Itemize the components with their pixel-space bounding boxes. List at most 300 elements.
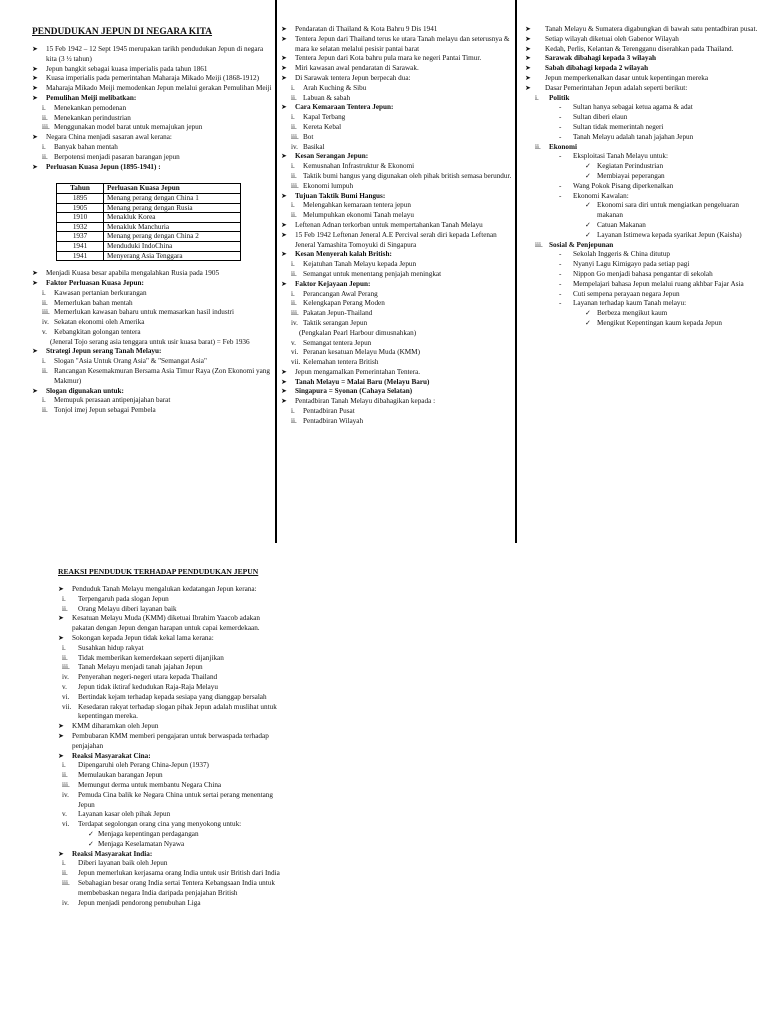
list-marker: - [559,279,562,288]
list-item [281,407,513,417]
column-1-list-b [32,269,272,416]
list-item [525,192,765,202]
list-marker: - [559,122,562,131]
column-2 [281,25,513,427]
table-cell: Menakluk Manchuria [104,222,241,232]
list-item-text: Sabah dibahagi kepada 2 wilayah [545,64,649,73]
list-item-text: Memerlukan kawasan baharu untuk memasarkan hasil industri [54,308,235,317]
list-item [281,211,513,221]
arrow-bullet-icon: ➤ [32,162,39,171]
list-item-text: Arah Kuching & Sibu [303,83,367,92]
check-bullet-icon: ✓ [585,171,592,180]
list-item [525,280,765,290]
list-item-text: Leftenan Adnan terkorban untuk mempertahankan Tanah Melayu [295,220,483,229]
list-item-text: Tanah Melayu menjadi tanah jajahan Jepun [78,663,203,672]
list-marker: ii. [291,93,297,102]
list-item-text: Penyerahan negeri-negeri utara kepada Thailand [78,673,218,682]
table-cell: Menang perang dengan Rusia [104,203,241,213]
list-item [32,143,272,153]
arrow-bullet-icon: ➤ [58,722,65,731]
table-cell: Menang perang dengan China 1 [104,193,241,203]
arrow-bullet-icon: ➤ [281,54,288,63]
list-item-text: Catuan Makanan [597,220,646,229]
list-item-text: Reaksi Masyarakat Cina: [72,751,151,760]
list-item [58,703,280,723]
arrow-bullet-icon: ➤ [32,269,39,278]
list-item-text: Ekonomi sara diri untuk mengiatkan pengeluaran makanan [597,201,739,220]
list-marker: i. [535,93,539,102]
list-marker: - [559,132,562,141]
arrow-bullet-icon: ➤ [32,133,39,142]
list-item-text: Memungut derma untuk membantu Negara China [78,780,222,789]
list-item [32,65,272,75]
list-item [281,270,513,280]
check-bullet-icon: ✓ [585,318,592,327]
list-item [525,25,765,35]
table-row [57,222,241,232]
list-item-text: Faktor Kejayaan Jepun: [295,279,371,288]
list-item [281,290,513,300]
list-item [281,309,513,319]
list-item-text: Bot [303,132,314,141]
arrow-bullet-icon: ➤ [32,74,39,83]
table-cell: 1941 [57,241,104,251]
list-marker: iii. [42,123,50,132]
list-marker: ii. [62,653,68,662]
list-item-text: Sarawak dibahagi kepada 3 wilayah [545,54,657,63]
list-item [281,368,513,378]
column-1 [32,24,272,416]
list-item-text: Jepun menjadi pendorong penubuhan Liga [78,898,201,907]
arrow-bullet-icon: ➤ [58,849,65,858]
list-marker: i. [42,396,46,405]
list-item-text: Kesedaran rakyat terhadap slogan pihak Jepun adalah muslihat untuk kepentingan mereka. [78,702,277,721]
list-item-text: Sebahagian besar orang India sertai Tentera Kebangsaan India untuk membebaskan negara India daripada penjajahan British [78,878,275,897]
arrow-bullet-icon: ➤ [281,64,288,73]
list-item [525,319,765,329]
list-item-text: Tidak memberikan kemerdekaan seperti dijanjikan [78,653,224,662]
arrow-bullet-icon: ➤ [281,25,288,33]
arrow-bullet-icon: ➤ [525,64,532,73]
list-item [525,54,765,64]
list-item [281,162,513,172]
list-item [32,299,272,309]
list-item-text: Nyanyi Lagu Kimigayo pada setiap pagi [573,260,690,269]
list-item [32,94,272,104]
list-item [58,869,280,879]
table-body [57,193,241,260]
list-item-text: Kesan Serangan Jepun: [295,152,369,161]
list-item [58,595,280,605]
table-row [57,232,241,242]
list-item-text: Pemuda Cina balik ke Negara China untuk sertai perang menentang Jepun [78,790,273,809]
list-item-text: Labuan & sabah [303,93,351,102]
check-bullet-icon: ✓ [585,309,592,318]
list-item-text: Banyak bahan mentah [54,142,118,151]
list-marker: iii. [62,663,70,672]
list-item [32,153,272,163]
list-item-text: Jepun mengamalkan Pemerintahan Tentera. [295,367,421,376]
list-marker: - [559,113,562,122]
list-item-text: Memupuk perasaan antipenjajahan barat [54,396,171,405]
list-item-text: Reaksi Masyarakat India: [72,849,153,858]
arrow-bullet-icon: ➤ [281,73,288,82]
list-item [58,693,280,703]
list-marker: ii. [291,171,297,180]
table-header-row [57,184,241,194]
list-item [525,241,765,251]
arrow-bullet-icon: ➤ [32,93,39,102]
list-item [525,260,765,270]
list-item-text: Pendaratan di Thailand & Kota Bahru 9 Dis 1941 [295,25,438,33]
list-item [58,791,280,811]
column-2-list [281,25,513,427]
list-marker: i. [62,643,66,652]
list-item [281,143,513,153]
list-item-text: Tanah Melayu adalah tanah jajahan Jepun [573,132,694,141]
list-marker: ii. [291,299,297,308]
list-item-text: Susahkan hidup rakyat [78,643,144,652]
list-item-text: Membiayai peperangan [597,171,665,180]
arrow-bullet-icon: ➤ [281,191,288,200]
arrow-bullet-icon: ➤ [525,83,532,92]
list-item-text: Taktik bumi hangus yang digunakan oleh pihak british semasa berundur. [303,171,512,180]
list-item [32,396,272,406]
list-item [281,387,513,397]
list-item-text: Politik [549,93,570,102]
list-item [525,172,765,182]
column-3 [525,25,765,329]
list-marker: v. [42,327,47,336]
arrow-bullet-icon: ➤ [281,34,288,43]
list-item-text: Pembubaran KMM memberi pengajaran untuk berwaspada terhadap penjajahan [72,731,269,750]
list-item [525,113,765,123]
arrow-bullet-icon: ➤ [281,220,288,229]
table-cell: Menduduki IndoChina [104,241,241,251]
list-item [58,850,280,860]
list-item-text: Memerlukan bahan mentah [54,298,133,307]
table-header-cell: Perluasan Kuasa Jepun [104,184,241,194]
list-item-text: Cara Kemaraan Tentera Jepun: [295,103,394,112]
list-item-text: Sosial & Penjepunan [549,240,614,249]
list-item [58,830,280,840]
list-item-text: Taktik serangan Jepun [303,318,368,327]
list-item [32,347,272,357]
list-item [281,299,513,309]
list-marker: - [559,269,562,278]
list-item [525,231,765,241]
reaction-section [58,565,280,908]
list-item-text: Pentadbiran Tanah Melayu dibahagikan kepada : [295,397,436,406]
list-item [281,260,513,270]
list-item [32,269,272,279]
list-item-text: Dasar Pemerintahan Jepun adalah seperti berikut: [545,83,688,92]
list-item [281,319,513,329]
arrow-bullet-icon: ➤ [281,103,288,112]
list-item [525,123,765,133]
list-item-text: Tujuan Taktik Bumi Hangus: [295,191,386,200]
list-item [525,270,765,280]
list-marker: i. [291,113,295,122]
list-item-text: Miri kawasan awal pendaratan di Sarawak. [295,64,419,73]
list-marker: i. [42,103,46,112]
list-item [525,133,765,143]
list-item [58,605,280,615]
list-marker: v. [62,682,67,691]
list-item [281,152,513,162]
list-marker: i. [62,594,66,603]
list-item-text: Kelengkapan Perang Moden [303,299,385,308]
table-row [57,193,241,203]
list-item [281,74,513,84]
list-marker: - [559,152,562,161]
list-item-text: Berpotensi menjadi pasaran barangan jepun [54,152,180,161]
list-marker: iii. [62,878,70,887]
list-item-text: Maharaja Mikado Meiji memodenkan Jepun melalui gerakan Pemulihan Meiji [46,84,272,93]
list-item-text: Perluasan Kuasa Jepun (1895-1941) : [46,162,161,171]
list-item-text: (Jeneral Tojo serang asia tenggara untuk usir kuasa barat) = Feb 1936 [50,337,250,346]
list-item [525,84,765,94]
list-item [58,644,280,654]
list-item [32,114,272,124]
list-item-text: Kemusnahan Infrastruktur & Ekonomi [303,162,415,171]
list-item [32,406,272,416]
list-item-text: Rancangan Kesemakmuran Bersama Asia Timur Raya (Zon Ekonomi yang Makmur) [54,367,270,385]
list-item [525,94,765,104]
check-bullet-icon: ✓ [88,839,95,848]
list-marker: ii. [291,416,297,425]
check-bullet-icon: ✓ [585,162,592,171]
arrow-bullet-icon: ➤ [281,397,288,406]
list-item-text: 15 Feb 1942 Leftenan Jeneral A.E Percival serah diri kepada Leftenan Jeneral Yamashita Tomoyuki di Singapura [295,230,497,249]
list-item-text: Kesatuan Melayu Muda (KMM) diketuai Ibrahim Yaacob adakan pakatan dengan Jepun dengan harapan untuk capai kemerdekaan. [72,614,261,633]
list-item [58,820,280,830]
list-marker: ii. [291,211,297,220]
list-item-text: Singapura = Syonan (Cahaya Selatan) [295,387,413,396]
list-marker: vii. [291,358,301,367]
arrow-bullet-icon: ➤ [281,152,288,161]
list-item [281,25,513,35]
list-item [58,761,280,771]
list-item [32,84,272,94]
list-item-text: Mempelajari bahasa Jepun melalui ruang akhbar Fajar Asia [573,279,744,288]
list-item-text: Terpengaruh pada slogan Jepun [78,594,169,603]
list-item [58,879,280,899]
arrow-bullet-icon: ➤ [58,751,65,760]
list-marker: ii. [291,269,297,278]
arrow-bullet-icon: ➤ [32,347,39,356]
list-item [58,732,280,752]
list-marker: iii. [291,132,299,141]
arrow-bullet-icon: ➤ [281,279,288,288]
list-item [525,45,765,55]
list-item [525,64,765,74]
list-marker: ii. [42,298,48,307]
list-item-text: Tanah Melayu = Malai Baru (Melayu Baru) [295,377,430,386]
list-item [58,663,280,673]
arrow-bullet-icon: ➤ [32,45,39,53]
arrow-bullet-icon: ➤ [58,585,65,593]
list-marker: i. [291,201,295,210]
list-item [32,387,272,397]
list-item [281,329,513,339]
table-cell: 1895 [57,193,104,203]
column-divider-right [515,0,517,543]
list-item [58,634,280,644]
list-item [58,654,280,664]
list-item-text: Kelemahan tentera British [303,358,379,367]
list-item [58,899,280,909]
list-marker: - [559,299,562,308]
arrow-bullet-icon: ➤ [58,633,65,642]
list-item-text: Penduduk Tanah Melayu mengalukan kedatangan Jepun kerana: [72,585,257,593]
list-marker: iii. [291,181,299,190]
list-item [58,781,280,791]
list-item-text: Semangat tentera Jepun [303,338,372,347]
list-item-text: Jepun bangkit sebagai kuasa imperialis pada tahun 1861 [46,64,208,73]
list-item [58,614,280,634]
table-row [57,213,241,223]
table-cell: 1937 [57,232,104,242]
list-marker: v. [291,338,296,347]
list-item [281,133,513,143]
check-bullet-icon: ✓ [585,220,592,229]
list-item [281,378,513,388]
list-item-text: Layanan Istimewa kepada syarikat Jepun (Kaisha) [597,230,742,239]
list-marker: vi. [62,692,70,701]
check-bullet-icon: ✓ [585,230,592,239]
list-marker: i. [291,260,295,269]
arrow-bullet-icon: ➤ [32,386,39,395]
list-item-text: Terdapat segolongan orang cina yang menyokong untuk: [78,820,242,829]
list-item [281,113,513,123]
list-item [281,250,513,260]
list-item [525,162,765,172]
list-marker: i. [291,83,295,92]
list-item [281,172,513,182]
list-marker: i. [42,288,46,297]
list-marker: iv. [62,898,69,907]
list-item [32,367,272,387]
list-item [32,279,272,289]
list-item-text: Basikal [303,142,325,151]
list-marker: i. [291,407,295,416]
arrow-bullet-icon: ➤ [32,84,39,93]
list-marker: vi. [62,820,70,829]
list-item-text: Dipengaruhi oleh Perang China-Jepun (1937) [78,761,209,770]
list-item [525,152,765,162]
list-marker: ii. [62,771,68,780]
list-item-text: Ekonomi lumpuh [303,181,354,190]
arrow-bullet-icon: ➤ [58,614,65,623]
list-marker: ii. [42,113,48,122]
table-cell: Menyerang Asia Tenggara [104,251,241,261]
list-item [32,123,272,133]
list-item [281,417,513,427]
list-marker: ii. [62,604,68,613]
list-item [281,201,513,211]
list-item-text: Sokongan kepada Jepun tidak kekal lama kerana: [72,633,214,642]
list-item [281,339,513,349]
table-cell: 1910 [57,213,104,223]
list-marker: iv. [62,790,69,799]
list-item-text: Sekolah Inggeris & China ditutup [573,250,671,259]
list-item [525,182,765,192]
list-item-text: Wang Pokok Pisang diperkenalkan [573,181,674,190]
list-item [525,309,765,319]
list-item-text: Di Sarawak tentera Jepun berpecah dua: [295,73,411,82]
list-item-text: Sekatan ekonomi oleh Amerika [54,318,145,327]
column-1-list [32,45,272,172]
list-item [32,308,272,318]
list-item-text: 15 Feb 1942 – 12 Sept 1945 merupakan tarikh pendudukan Jepun di negara kita (3 ½ tahun) [46,45,264,63]
list-item-text: Jepun memperkenalkan dasar untuk kepentingan mereka [545,73,709,82]
list-item-text: Eksploitasi Tanah Melayu untuk: [573,152,668,161]
list-item-text: (Pengkalan Pearl Harbour dimusnahkan) [299,328,417,337]
arrow-bullet-icon: ➤ [525,25,532,33]
list-marker: iv. [42,318,49,327]
list-marker: - [559,191,562,200]
list-marker: iii. [62,780,70,789]
list-item [525,299,765,309]
check-bullet-icon: ✓ [88,829,95,838]
list-marker: i. [62,859,66,868]
column-divider-left [275,0,277,543]
check-bullet-icon: ✓ [585,201,592,210]
list-marker: ii. [42,367,48,376]
arrow-bullet-icon: ➤ [58,731,65,740]
list-item-text: Pemulihan Meiji melibatkan: [46,93,137,102]
arrow-bullet-icon: ➤ [32,64,39,73]
arrow-bullet-icon: ➤ [281,250,288,259]
list-item [58,810,280,820]
list-item-text: Diberi layanan baik oleh Jepun [78,859,168,868]
arrow-bullet-icon: ➤ [525,34,532,43]
list-item [32,133,272,143]
list-item [32,338,272,348]
list-marker: - [559,289,562,298]
list-item [281,64,513,74]
list-item-text: Melumpuhkan ekonomi Tanah melayu [303,211,414,220]
list-marker: i. [291,289,295,298]
list-item-text: Pentadbiran Wilayah [303,416,364,425]
list-marker: iv. [62,673,69,682]
table-cell: 1932 [57,222,104,232]
list-item-text: Sultan hanya sebagai ketua agama & adat [573,103,693,112]
arrow-bullet-icon: ➤ [281,367,288,376]
list-marker: vii. [62,702,72,711]
list-item-text: Kebangkitan golongan tentera [54,327,141,336]
list-item [32,328,272,338]
list-marker: ii. [62,869,68,878]
list-item [58,840,280,850]
list-item [281,192,513,202]
reaction-list [58,585,280,908]
list-item-text: Cuti sempena perayaan negara Jepun [573,289,680,298]
list-marker: - [559,181,562,190]
list-item-text: Setiap wilayah diketuai oleh Gabenor Wilayah [545,34,679,43]
list-item [281,348,513,358]
list-marker: ii. [535,142,541,151]
list-marker: i. [291,162,295,171]
list-item-text: Kuasa imperialis pada pemerintahan Maharaja Mikado Meiji (1868-1912) [46,74,259,83]
list-item-text: Sultan tidak memerintah negeri [573,122,664,131]
list-item-text: Kereta Kebal [303,122,342,131]
list-marker: - [559,250,562,259]
list-item [32,74,272,84]
list-item-text: Negara China menjadi sasaran awal kerana: [46,133,172,142]
list-item [281,103,513,113]
